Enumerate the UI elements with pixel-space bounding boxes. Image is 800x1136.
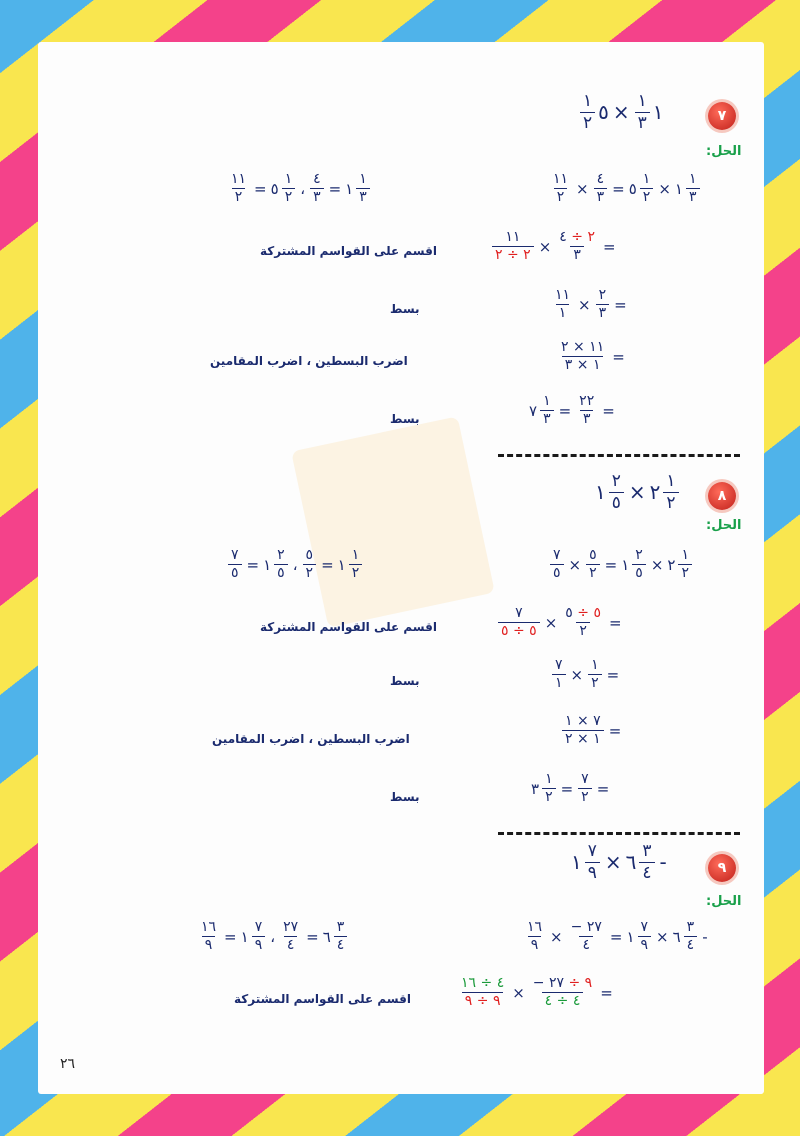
- book-watermark: [291, 416, 495, 627]
- step-row: $\frac{١}{٣}$ ١ × $\frac{١}{٢}$ ٥ = $\frac{٤}{٣}$ × $\frac{١١}{٢}$: [548, 172, 702, 206]
- step-row: $\frac{١}{٢}$ ٢ × $\frac{٢}{٥}$ ١ = $\frac{٥}{٢}$ × $\frac{٧}{٥}$: [548, 548, 694, 582]
- step-note: اقسم على القواسم المشتركة: [234, 992, 411, 1006]
- worksheet-page: [38, 42, 764, 1094]
- problem-7-badge: ٧: [708, 102, 736, 130]
- step-row: = $\frac{٧ \times ١}{١ \times ٢}$: [560, 714, 624, 748]
- page-number: ٢٦: [60, 1056, 76, 1072]
- step-row: = $\frac{٢ \div ٤}{٣}$ × $\frac{١١}{٢ \div ٢}$: [490, 230, 619, 264]
- solution-label: الحل:: [706, 518, 742, 533]
- step-note: بسط: [390, 302, 420, 316]
- conversion-row: $\frac{١}{٢}$ ١ = $\frac{٥}{٢}$ ، $\frac{٢}{٥}$ ١ = $\frac{٧}{٥}$: [226, 548, 364, 582]
- step-note: بسط: [390, 674, 420, 688]
- conversion-row: $\frac{١}{٣}$ ١ = $\frac{٤}{٣}$ ، $\frac{١}{٢}$ ٥ = $\frac{١١}{٢}$: [226, 172, 372, 206]
- divider: [498, 454, 740, 457]
- step-row: = $\frac{٥ \div ٥}{٢}$ × $\frac{٧}{٥ \div ٥}$: [496, 606, 625, 640]
- divider: [498, 832, 740, 835]
- problem-9-title: - $\frac{٣}{٤}$ ٦ × $\frac{٧}{٩}$ ١: [571, 841, 667, 883]
- step-note: بسط: [390, 790, 420, 804]
- problem-8-title: $\frac{١}{٢}$ ٢ × $\frac{٢}{٥}$ ١: [594, 472, 681, 512]
- solution-label: الحل:: [706, 894, 742, 909]
- solution-label: الحل:: [706, 144, 742, 159]
- step-note: اقسم على القواسم المشتركة: [260, 620, 437, 634]
- step-row: = $\frac{٢}{٣}$ × $\frac{١١}{١}$: [555, 287, 627, 322]
- step-note: اقسم على القواسم المشتركة: [260, 244, 437, 258]
- problem-8-badge: ٨: [708, 482, 736, 510]
- step-note: اضرب البسطين ، اضرب المقامين: [212, 732, 410, 746]
- step-row: = $\frac{٧}{٢}$ = $\frac{١}{٢}$ ٣: [531, 771, 610, 806]
- step-note: اضرب البسطين ، اضرب المقامين: [210, 354, 408, 368]
- step-row: - $\frac{٣}{٤}$ ٦ × $\frac{٧}{٩}$ ١ = $\frac{٢٧ -}{٤}$ × $\frac{١٦}{٩}$: [527, 919, 708, 954]
- step-row: = $\frac{١١ \times ٢}{١ \times ٣}$: [561, 339, 625, 374]
- step-row: = $\frac{١}{٢}$ × $\frac{٧}{١}$: [550, 658, 622, 692]
- step-row: = $\frac{٩ \div ٢٧ -}{٤ \div ٤}$ × $\frac{٤ \div ١٦}{٩ \div ٩}$: [461, 975, 613, 1010]
- conversion-row: $\frac{٣}{٤}$ ٦ = $\frac{٢٧}{٤}$ ، $\frac{٧}{٩}$ ١ = $\frac{١٦}{٩}$: [196, 920, 349, 954]
- step-row: = $\frac{٢٢}{٣}$ = $\frac{١}{٣}$ ٧: [529, 393, 615, 428]
- step-note: بسط: [390, 412, 420, 426]
- problem-7-title: ١ $\frac{١}{٣}$ × ٥ $\frac{١}{٢}$: [578, 92, 665, 132]
- problem-9-badge: ٩: [708, 854, 736, 882]
